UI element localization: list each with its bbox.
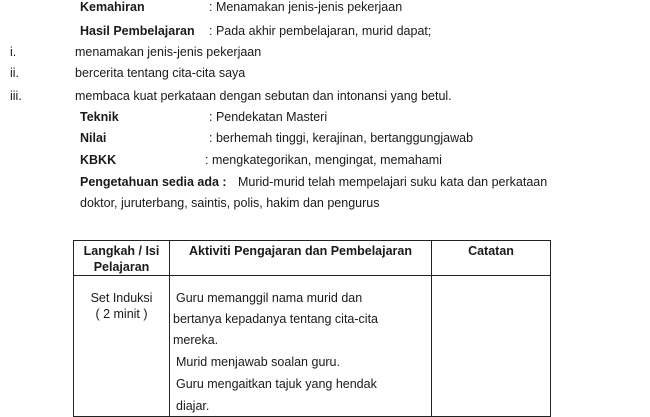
kbkk-value: : mengkategorikan, mengingat, memahami — [205, 153, 442, 167]
pengetahuan-value: Murid-murid telah mempelajari suku kata dan perkataan — [238, 175, 548, 189]
kemahiran-value: : Menamakan jenis-jenis pekerjaan — [209, 0, 403, 14]
table-header-row — [74, 241, 551, 276]
header-aktiviti — [170, 241, 432, 276]
langkah-cell — [74, 276, 170, 417]
header-aktiviti-label: Aktiviti Pengajaran dan Pembelajaran — [189, 244, 412, 258]
langkah-line2: ( 2 minit ) — [95, 307, 148, 321]
table-row — [74, 276, 551, 417]
objective-number: iii. — [10, 89, 22, 103]
teknik-value: : Pendekatan Masteri — [209, 110, 328, 124]
aktiviti-line: bertanya kepadanya tentang cita-cita — [173, 312, 378, 326]
header-catatan — [432, 241, 551, 276]
hasil-pembelajaran-value: : Pada akhir pembelajaran, murid dapat; — [209, 24, 432, 38]
aktiviti-line: mereka. — [173, 333, 219, 347]
objective-text: bercerita tentang cita-cita saya — [75, 66, 246, 80]
nilai-label: Nilai — [80, 131, 107, 145]
pengetahuan-label: Pengetahuan sedia ada : — [80, 175, 227, 189]
aktiviti-line: Murid menjawab soalan guru. — [176, 355, 340, 369]
lesson-table — [73, 240, 551, 417]
objective-number: ii. — [10, 66, 20, 80]
header-catatan-label: Catatan — [468, 244, 514, 258]
aktiviti-cell — [170, 276, 432, 417]
langkah-line1: Set Induksi — [90, 291, 153, 305]
kemahiran-label: Kemahiran — [80, 0, 145, 14]
objective-text: menamakan jenis-jenis pekerjaan — [75, 45, 262, 59]
pengetahuan-continuation: doktor, juruterbang, saintis, polis, hakim dan pengurus — [80, 196, 380, 210]
aktiviti-line: Guru mengaitkan tajuk yang hendak — [176, 377, 377, 391]
objective-number: i. — [10, 45, 17, 59]
objective-text: membaca kuat perkataan dengan sebutan dan intonansi yang betul. — [75, 89, 452, 103]
aktiviti-line: Guru memanggil nama murid dan — [176, 291, 363, 305]
aktiviti-line: diajar. — [176, 399, 210, 413]
kbkk-label: KBKK — [80, 153, 117, 167]
header-langkah-line1: Langkah / Isi — [83, 244, 160, 258]
nilai-value: : berhemah tinggi, kerajinan, bertanggungjawab — [209, 131, 474, 145]
hasil-pembelajaran-label: Hasil Pembelajaran — [80, 24, 195, 38]
header-langkah-line2: Pelajaran — [93, 260, 150, 274]
teknik-label: Teknik — [80, 110, 119, 124]
header-langkah — [74, 241, 170, 276]
catatan-cell — [432, 276, 551, 417]
